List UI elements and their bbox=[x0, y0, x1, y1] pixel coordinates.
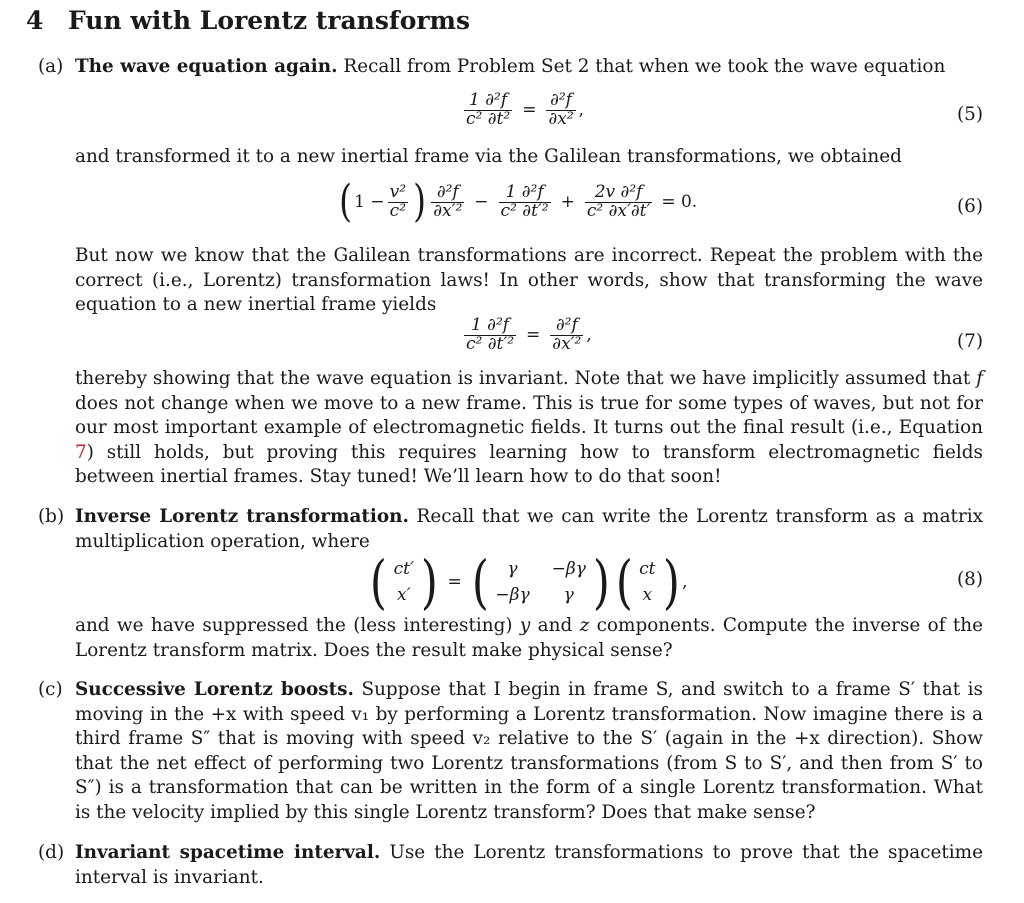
eq7-tail: , bbox=[586, 325, 592, 346]
part-d-text: Use the Lorentz transformations to prove that the spacetime interval is invariant. bbox=[75, 842, 983, 888]
eq6-number: (6) bbox=[956, 196, 983, 217]
part-c bbox=[38, 678, 983, 826]
eq7-rhs-den: ∂x′² bbox=[552, 333, 582, 354]
part-b-after-z: z bbox=[579, 615, 590, 636]
equation-7-link[interactable]: 7 bbox=[75, 441, 87, 463]
part-d-heading: Invariant spacetime interval. bbox=[75, 842, 381, 863]
part-b-after-text bbox=[75, 614, 983, 663]
part-b bbox=[38, 505, 983, 554]
equation-8: ( ct′ x′ ) = ( γ −βγ −βγ γ ) ( ct x ) , (8) bbox=[369, 548, 983, 616]
eq8-number: (8) bbox=[956, 569, 983, 590]
eq5-tail: , bbox=[578, 100, 585, 121]
eq6-paren-num: v² bbox=[389, 181, 407, 202]
eq8-matrix-2: −βγ bbox=[495, 585, 530, 605]
equation-5: $\frac{\text{1 ∂²f}}{\text{c² ∂t²}}$ = $\frac{\text{∂²f}}{\text{∂x²}}$ , (5) bbox=[466, 90, 983, 129]
equation-6: ( 1 − $\frac{\text{v²}}{\text{c²}}$ ) $\frac{\text{∂²f}}{\text{∂x′²}}$ − $\frac{\text{1 ∂²f}}{\text{c² ∂t′²}}$ + $\frac{\text{2v ∂²f}}{\text{c² ∂x′∂t′}}$ = 0. (6) bbox=[339, 176, 983, 227]
eq8-matrix-1: −βγ bbox=[551, 559, 586, 579]
part-c-text: Suppose that I begin in frame S, and switch to a frame S′ that is moving in the +x with speed v₁ by performing a Lorentz transformation. Now imagine there is a third frame S″ that is moving with speed v₂ relative to the S′ (again in the +x direction). Show that the net effect of performing two Lorentz transformations (from S to S′, and then from S′ to S″) is a transformation that can be written in the form of a single Lorentz transformation. What is the velocity implied by this single Lorentz transform? Does that make sense? bbox=[75, 679, 983, 823]
part-d-label: (d) bbox=[38, 842, 65, 863]
eq6-t1-den: ∂x′² bbox=[433, 200, 463, 221]
part-b-after-y: y bbox=[519, 615, 531, 636]
part-a-para3-after: ) still holds, but proving this requires learning how to transform electromagnetic fields between inertial frames. Stay tuned! We’ll learn how to do that soon! bbox=[75, 441, 983, 488]
part-b-after bbox=[38, 614, 983, 663]
part-a-heading: The wave equation again. bbox=[75, 56, 338, 77]
part-b-after-and: and bbox=[530, 615, 580, 636]
section-title bbox=[26, 6, 470, 35]
eq7-lhs-den: c² ∂t′² bbox=[466, 333, 515, 354]
part-b-intro-text: Recall that we can write the Lorentz transform as a matrix multiplication operation, where bbox=[75, 506, 983, 552]
part-d-body bbox=[75, 841, 983, 890]
eq8-left-vec-1: x′ bbox=[397, 585, 411, 605]
part-b-intro bbox=[75, 505, 983, 554]
eq8-matrix-3: γ bbox=[563, 585, 574, 605]
part-a-para3-text bbox=[75, 367, 983, 490]
part-a-mid bbox=[38, 145, 983, 170]
part-b-heading: Inverse Lorentz transformation. bbox=[75, 506, 409, 527]
eq5-rhs-den: ∂x² bbox=[548, 108, 574, 129]
part-a-mid-text: and transformed it to a new inertial frame via the Galilean transformations, we obtained bbox=[75, 146, 902, 167]
eq5-number: (5) bbox=[956, 104, 983, 125]
part-a-para3 bbox=[38, 367, 983, 490]
equation-7: $\frac{\text{1 ∂²f}}{\text{c² ∂t′²}}$ = $\frac{\text{∂²f}}{\text{∂x′²}}$ , (7) bbox=[466, 315, 983, 354]
part-a-para3-middle: does not change when we move to a new frame. This is true for some types of waves, but not for our most important example of electromagnetic fields. It turns out the final result (i.e., Equation bbox=[75, 392, 983, 439]
eq8-tail: , bbox=[682, 572, 688, 592]
part-a-intro bbox=[75, 55, 983, 80]
part-b-label: (b) bbox=[38, 506, 65, 527]
part-c-body bbox=[75, 678, 983, 826]
eq7-number: (7) bbox=[956, 331, 983, 352]
eq8-left-vec-0: ct′ bbox=[393, 559, 414, 579]
eq5-rhs-num: ∂²f bbox=[550, 90, 572, 110]
part-a-para3-before: thereby showing that the wave equation is invariant. Note that we have implicitly assumed that bbox=[75, 368, 977, 389]
part-b-after-1: and we have suppressed the (less interesting) bbox=[75, 615, 520, 636]
eq7-rhs-num: ∂²f bbox=[555, 315, 578, 335]
eq6-t2-den: c² ∂t′² bbox=[500, 200, 549, 221]
eq5-lhs-den: c² ∂t² bbox=[466, 108, 511, 129]
eq6-t3-num: 2v ∂²f bbox=[594, 181, 643, 202]
part-a bbox=[38, 55, 983, 80]
part-c-heading: Successive Lorentz boosts. bbox=[75, 679, 354, 700]
eq7-lhs-num: 1 ∂²f bbox=[470, 315, 510, 335]
part-c-label: (c) bbox=[38, 679, 63, 700]
eq8-matrix-0: γ bbox=[507, 559, 518, 579]
eq6-paren-den: c² bbox=[389, 200, 407, 221]
section-title-text: Fun with Lorentz transforms bbox=[68, 6, 471, 35]
part-d bbox=[38, 841, 983, 890]
part-a-intro-text: Recall from Problem Set 2 that when we took the wave equation bbox=[343, 56, 946, 77]
eq6-t2-num: 1 ∂²f bbox=[505, 181, 544, 202]
part-a-para2-text: But now we know that the Galilean transformations are incorrect. Repeat the problem with the correct (i.e., Lorentz) transformation laws! In other words, show that transforming the wave equation to a new inertial frame yields bbox=[75, 245, 983, 316]
part-b-after-2: components. Compute the inverse of the Lorentz transform matrix. Does the result make physical sense? bbox=[75, 615, 983, 661]
eq8-right-vec-0: ct bbox=[639, 559, 656, 579]
eq6-t3-den: c² ∂x′∂t′ bbox=[586, 200, 651, 221]
eq6-tail: = 0. bbox=[661, 192, 698, 212]
part-a-para2 bbox=[38, 244, 983, 318]
part-a-label: (a) bbox=[38, 56, 64, 77]
part-a-para3-f: f bbox=[976, 368, 983, 389]
eq5-lhs-num: 1 ∂²f bbox=[469, 90, 508, 110]
section-number: 4 bbox=[26, 6, 44, 35]
eq6-one: 1 − bbox=[354, 192, 385, 212]
eq6-t1-num: ∂²f bbox=[436, 181, 459, 202]
eq8-right-vec-1: x bbox=[642, 585, 653, 605]
